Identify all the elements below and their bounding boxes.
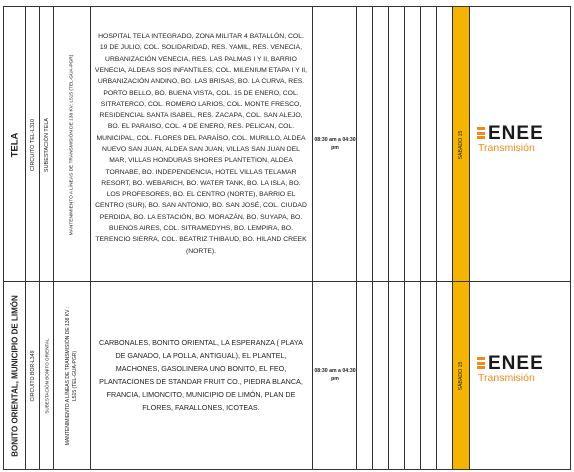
description-cell [91, 7, 313, 282]
empty-cell [437, 7, 453, 282]
empty-cell [389, 7, 405, 282]
empty-cell [357, 282, 373, 469]
city-cell [4, 7, 26, 282]
substation-cell [40, 282, 54, 469]
logo-wordmark: ENEE [488, 353, 544, 374]
empty-cell [373, 7, 389, 282]
schedule-row-tela [3, 6, 571, 282]
logo-wordmark: ENEE [488, 123, 544, 144]
logo-bars-icon [477, 357, 485, 371]
logo-subtitle: Transmisión [478, 372, 535, 384]
substation-label: SUBESTACIÓN TELA [43, 117, 50, 172]
day-cell [453, 282, 470, 469]
empty-cell [421, 7, 437, 282]
time-cell [313, 282, 357, 469]
empty-cell [405, 7, 421, 282]
circuit-label: CIRCUITO BOR-L349 [29, 350, 36, 401]
substation-cell [40, 7, 54, 282]
circuit-label: CIRCUITO TEL-L310 [29, 118, 36, 171]
logo-bars-icon [477, 127, 485, 141]
logo-cell [470, 282, 571, 469]
day-cell [453, 7, 470, 282]
work-cell [54, 7, 91, 282]
city-label: BONITO ORIENTAL, MUNICIPIO DE LIMÓN [10, 294, 19, 457]
affected-areas-text: HOSPITAL TELA INTEGRADO, ZONA MILITAR 4 BATALLÓN, COL. 19 DE JULIO, COL. SOLIDARIDAD, RES. YAMIL, RES. VENECIA, URBANIZACIÓN VENECIA, RES. LAS PALMAS I Y II, BARRIO VENECIA, ALDEAS SOS INFANTILES, COL. MILENIUM ETAPA I Y II, URBANIZACIÓN ANDINO, BO. LAS BRISAS, BO. LA CURVA, RES. PORTO BELLO, BO. BUENA VISTA, COL. 15 DE ENERO, COL. SITRATERCO, COL. ROMERO LARIOS, COL. MONTE FRESCO, RESIDENCIAL SANTA ISABEL, RES. ZACAPA, COL. SAN ALEJO, BO. EL PARAISO, COL. 4 DE ENERO, RES. PELICAN, COL. MUNICIPAL, COL. FLORES DEL PARAÍSO, COL. MURILLO, ALDEA NUEVO SAN JUAN, ALDEA SAN JUAN, VILLAS SAN JUAN DEL MAR, VILLAS HONDURAS SHORES PLANTETION, ALDEA TORNABE, BO. INDEPENDENCIA, HOTEL VILLAS TELAMAR RESORT, BO. WEBARICH, BO. WATER TANK, BO. LA ISLA, BO. LOS PROFESORES, BO. EL CENTRO (NORTE), BARRIO EL CENTRO (SUR), BO. SAN ANTONIO, BO. SAN JOSÉ, COL. CIUDAD PERDIDA, BO. LA ESTACIÓN, BO. MORAZÁN, BO. SUYAPA, BO. BUENOS AIRES, COL. SITRAMEDYHS, BO. LEMPIRA, BO. TERENCIO SIERRA, COL. BEATRIZ THIBAUD, BO. HILAND CREEK (NORTE). [94, 33, 308, 255]
day-label: SÁBADO 15 [458, 361, 464, 390]
work-cell [54, 282, 91, 469]
empty-cell [373, 282, 389, 469]
logo-subtitle: Transmisión [478, 142, 535, 154]
work-label: MANTENIMIENTO A LÍNEAS DE TRANSMISIÓN DE 138 KV: L515 (TEL-GUA-PGR) [69, 54, 75, 235]
day-label: SÁBADO 15 [458, 130, 464, 159]
city-cell [4, 282, 26, 469]
substation-label: SUBESTACIÓN BONITO ORIENTAL [44, 337, 49, 414]
empty-cell [357, 7, 373, 282]
time-cell [313, 7, 357, 282]
empty-cell [421, 282, 437, 469]
empty-cell [389, 282, 405, 469]
empty-cell [437, 282, 453, 469]
time-text: 08:30 am a 04:30 pm [314, 137, 356, 151]
circuit-cell [26, 7, 40, 282]
logo-cell [470, 7, 571, 282]
work-label: MANTENIMIENTO A LÍNEAS DE TRANSMISIÓN DE 138 KV : L515 (TEL-GUA-PGR) [65, 306, 78, 445]
time-text: 08:30 am a 04:30 pm [314, 367, 356, 382]
empty-cell [405, 282, 421, 469]
affected-areas-text: CARBONALES, BONITO ORIENTAL, LA ESPERANZA ( PLAYA DE GANADO, LA POLLA, ANTIGUAL), EL PLANTEL, MACHONES, GASOLINERA UNO BONITO, EL FEO, PLANTACIONES DE STANDAR FRUIT CO., PIEDRA BLANCA, FRANCIA, LIMONCITO, MUNICIPIO DE LIMÓN, PLAN DE FLORES, FARALLONES, ICOTEAS. [99, 337, 303, 412]
schedule-row-bonito-oriental [3, 281, 571, 470]
enee-logo-icon [477, 125, 544, 154]
enee-logo-icon [477, 355, 544, 384]
description-cell [91, 282, 313, 469]
circuit-cell [26, 282, 40, 469]
city-label: TELA [9, 132, 20, 157]
